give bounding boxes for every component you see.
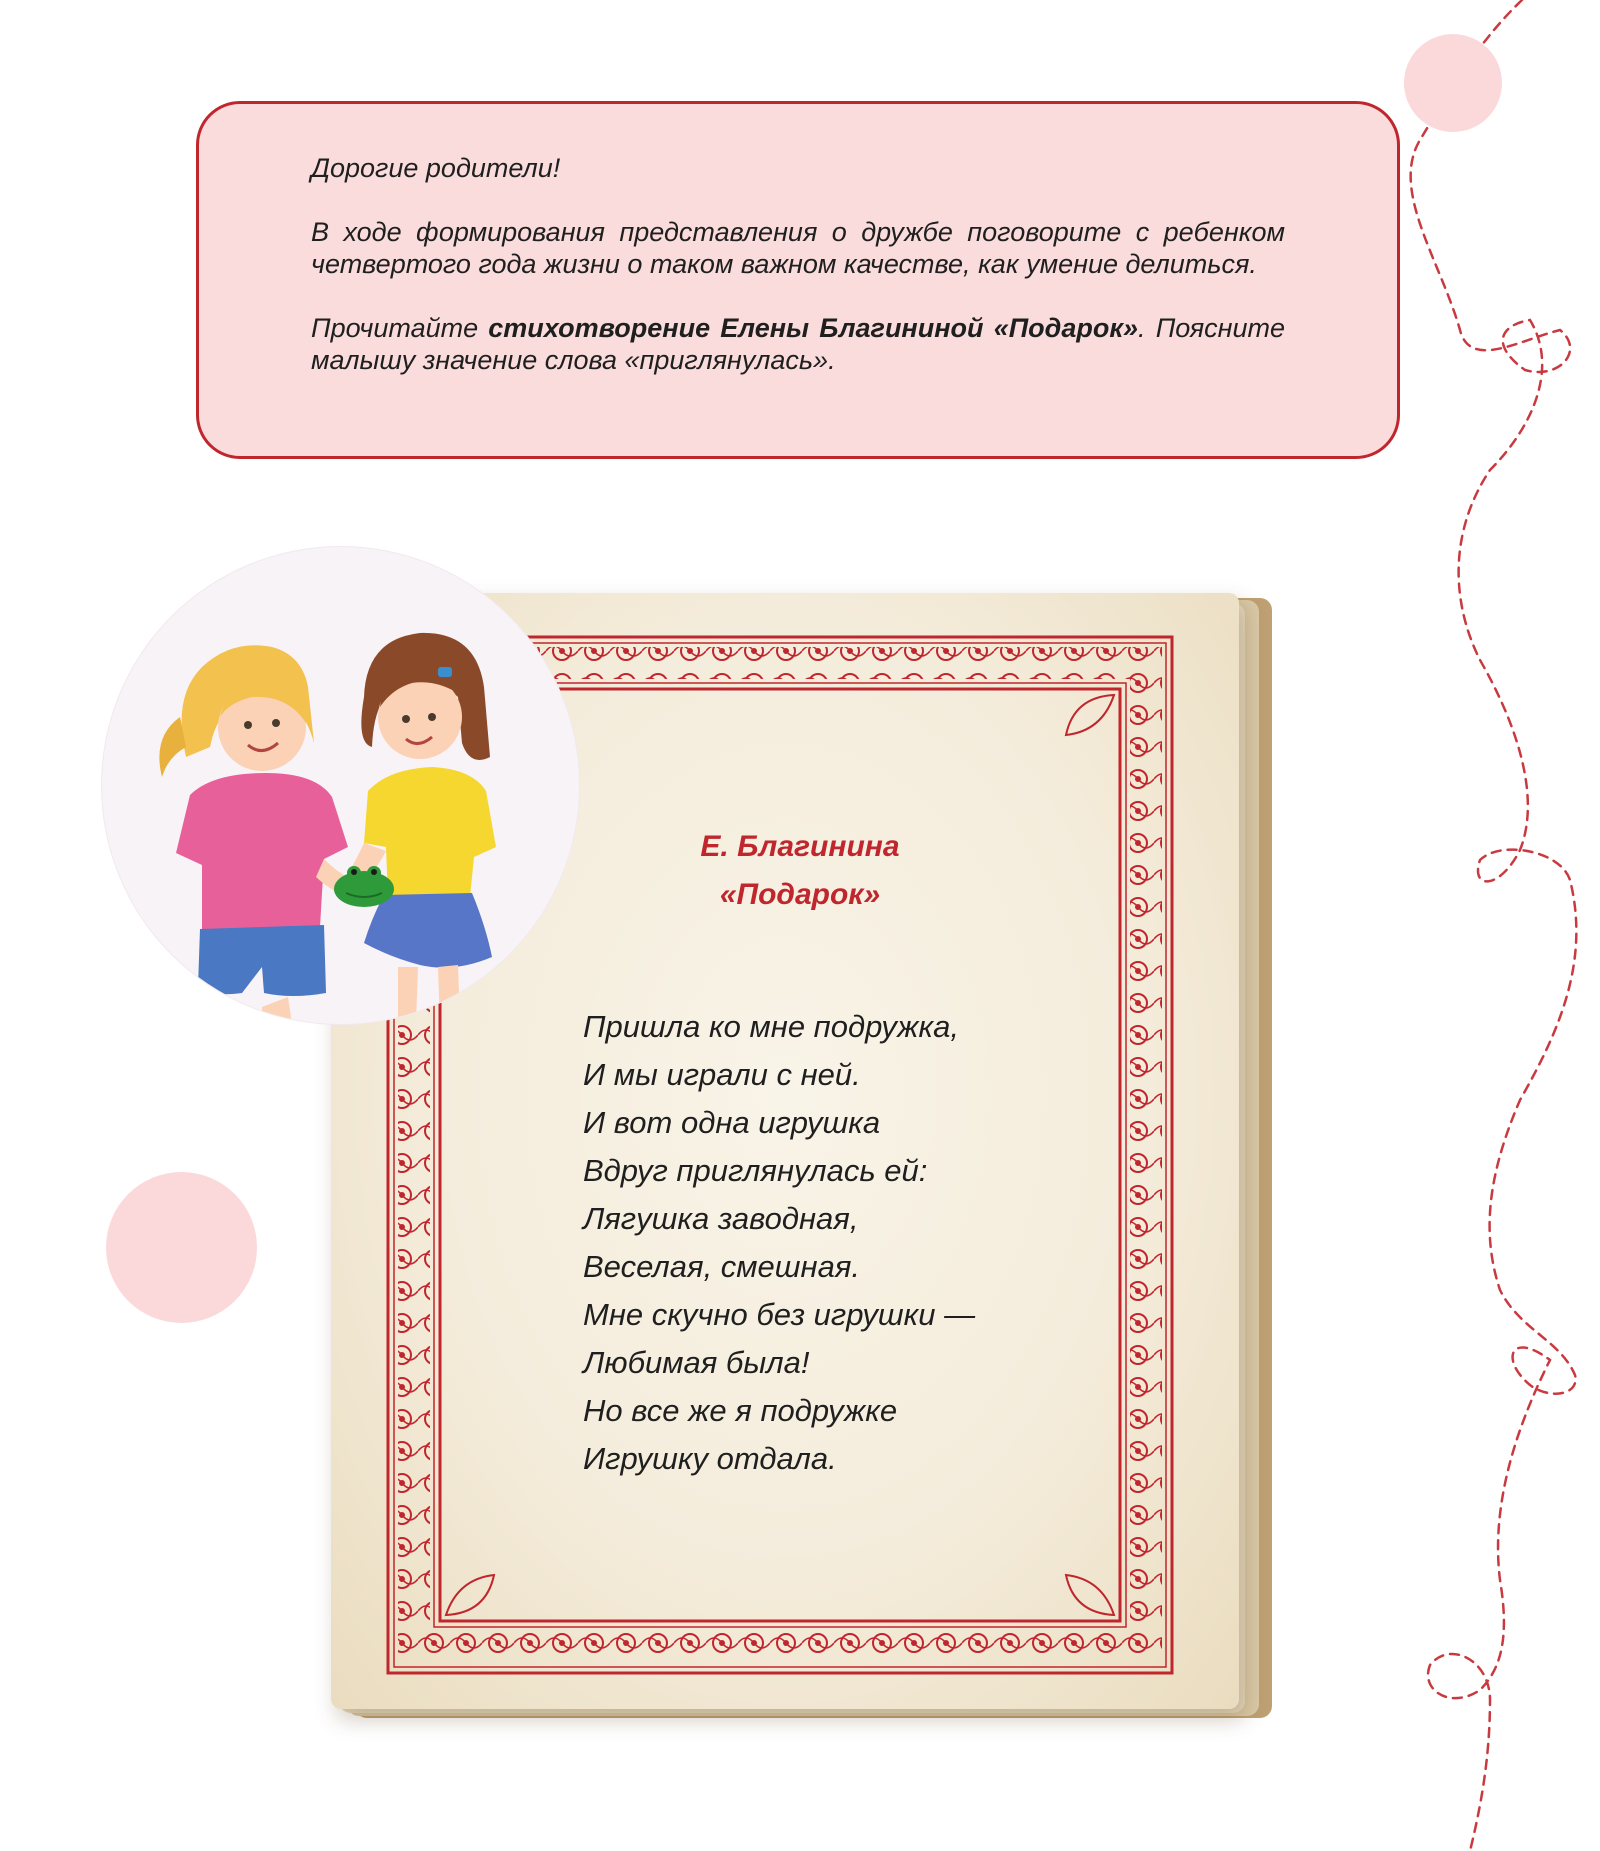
note-greeting: Дорогие родители! <box>311 153 561 183</box>
note-poem-reference: стихотворение Елены Благининой «Подарок» <box>488 313 1139 343</box>
note-paragraph-2-suffix: . Поясните малышу значение слова «приглянулась». <box>311 313 1285 375</box>
poem-line: И мы играли с ней. <box>583 1057 861 1092</box>
poem-line: И вот одна игрушка <box>583 1105 881 1140</box>
poem-line: Любимая была! <box>583 1345 810 1380</box>
poem-line: Пришла ко мне подружка, <box>583 1009 959 1044</box>
parents-note <box>196 101 1400 459</box>
poem-line: Веселая, смешная. <box>583 1249 860 1284</box>
poem-title: «Подарок» <box>719 878 881 911</box>
note-paragraph-2 <box>311 312 1285 376</box>
poem-line: Игрушку отдала. <box>583 1441 837 1476</box>
decorative-pink-dot-left <box>106 1172 257 1323</box>
poem-line: Вдруг приглянулась ей: <box>583 1153 928 1188</box>
poem-line: Но все же я подружке <box>583 1393 898 1428</box>
note-paragraph-2-prefix: Прочитайте <box>311 313 489 343</box>
poem-line: Лягушка заводная, <box>583 1201 859 1236</box>
two-girls-sharing-toy-icon <box>102 547 579 1024</box>
poem-line: Мне скучно без игрушки — <box>583 1297 976 1332</box>
note-paragraph-1: В ходе формирования представления о дружбе поговорите с ребенком четвертого года жизни о таком важном качестве, как умение делиться. <box>311 217 1285 279</box>
girls-illustration <box>102 547 579 1024</box>
poem-author: Е. Благинина <box>700 830 900 863</box>
poem-text <box>583 1003 975 1483</box>
decorative-pink-dot-top <box>1404 34 1502 132</box>
